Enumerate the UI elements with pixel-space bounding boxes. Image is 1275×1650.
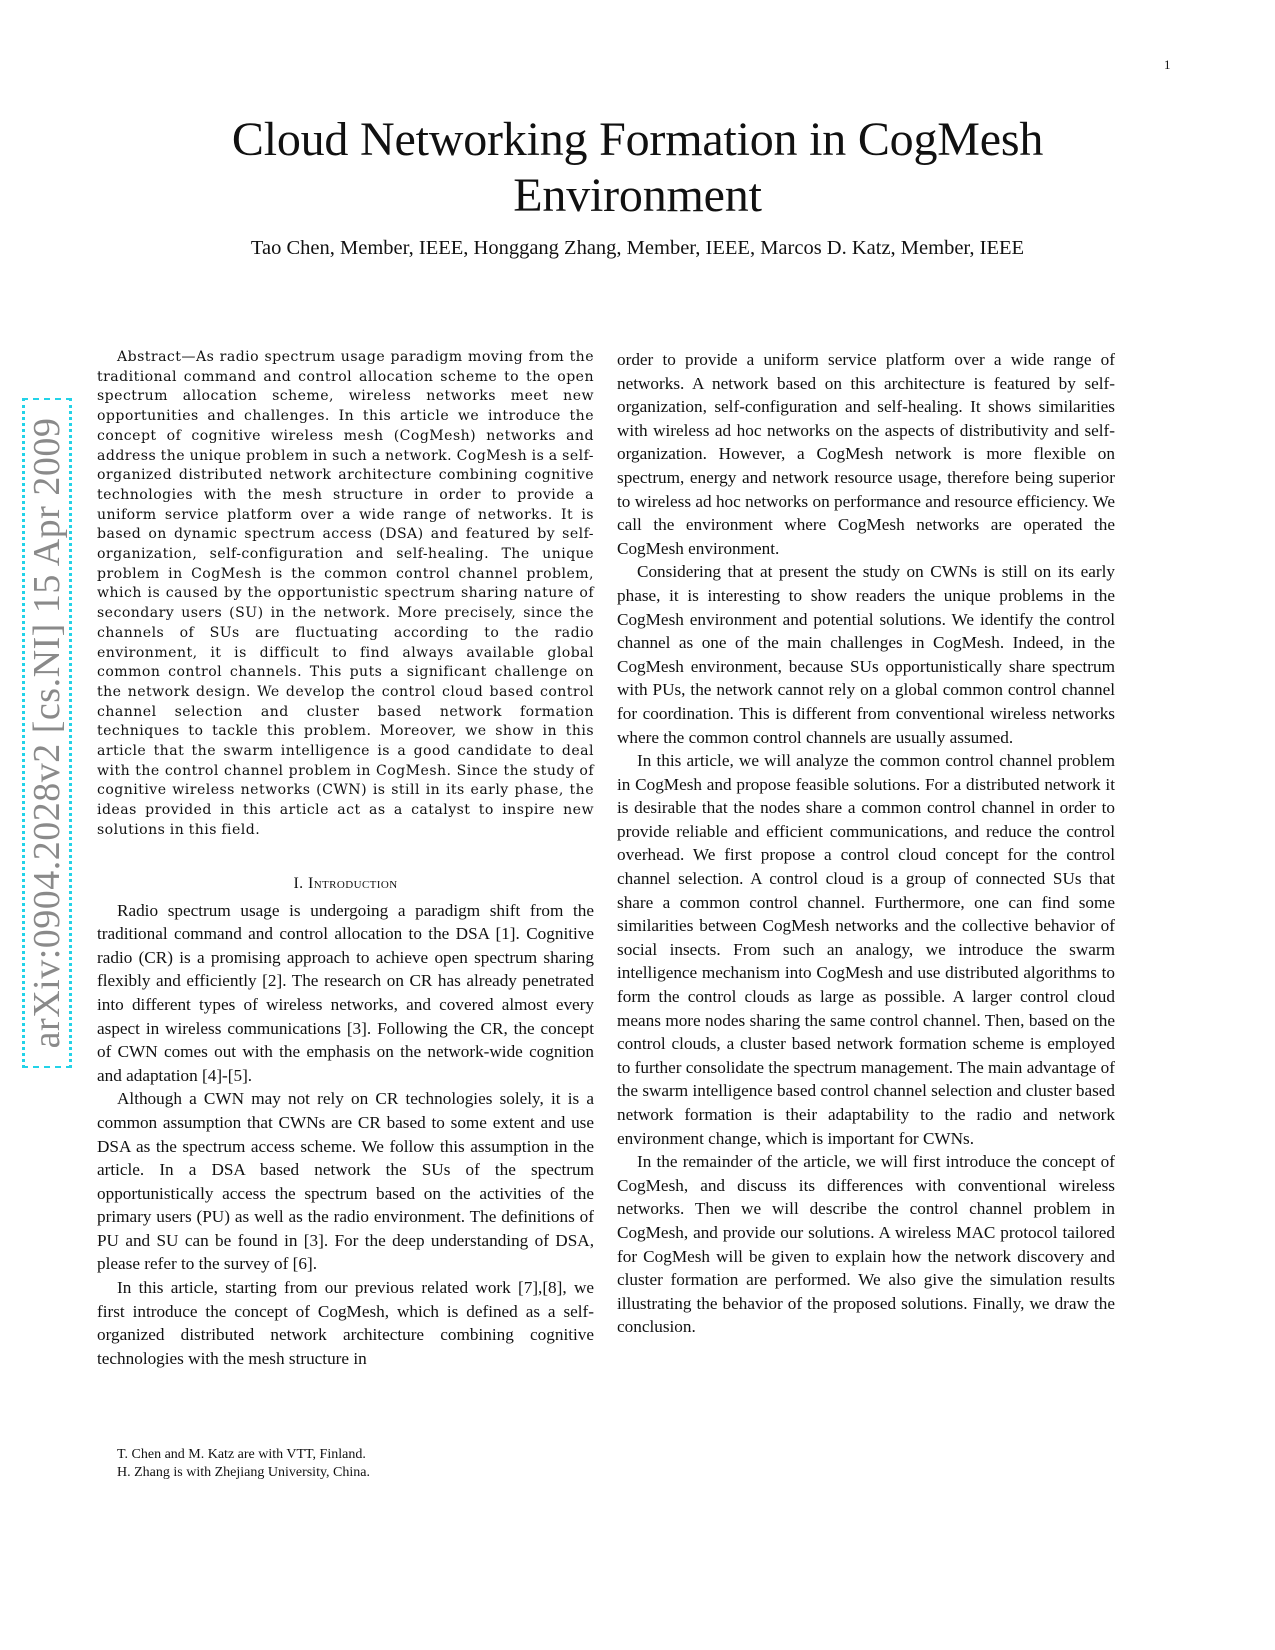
title-line-1: Cloud Networking Formation in CogMesh [231,113,1044,166]
paper-title [0,112,1275,224]
abstract-label: Abstract— [117,349,196,365]
footnotes [117,1446,370,1482]
footnote-affiliation-1: T. Chen and M. Katz are with VTT, Finland. [117,1447,366,1462]
paragraph: Radio spectrum usage is undergoing a paradigm shift from the traditional command and control allocation to the DSA [1]. Cognitive radio (CR) is a promising approach to achieve open spectrum sharing flexibly and efficiently [2]. The research on CR has already penetrated into different types of wireless networks, and covered almost every aspect in wireless communications [3]. Following the CR, the concept of CWN comes out with the emphasis on the network-wide cognition and adaptation [4]-[5]. [97,900,594,1085]
section-heading-introduction [97,875,594,893]
author-list: Tao Chen, Member, IEEE, Honggang Zhang, Member, IEEE, Marcos D. Katz, Member, IEEE [250,237,1025,259]
paragraph: In this article, we will analyze the common control channel problem in CogMesh and propose feasible solutions. For a distributed network it is desirable that the nodes share a common control channel in order to provide reliable and efficient communications, and reduce the control overhead. We first propose a control cloud concept for the control channel selection. A control cloud is a group of connected SUs that share a common control channel. Furthermore, one can find some similarities between CogMesh networks and the collective behavior of social insects. From such an analogy, we introduce the swarm intelligence mechanism into CogMesh and use distributed algorithms to form the control clouds as large as possible. A larger control cloud means more nodes sharing the same control channel. Then, based on the control clouds, a cluster based network formation scheme is employed to further consolidate the spectrum management. The main advantage of the swarm intelligence based control channel selection and cluster based network formation is their adaptability to the radio and network environment change, which is important for CWNs. [617,751,1115,1148]
page-number: 1 [1164,57,1171,72]
paragraph: In this article, starting from our previous related work [7],[8], we first introduce the concept of CogMesh, which is defined as a self-organized distributed network architecture combining cognitive technologies with the mesh structure in [97,1278,594,1368]
arxiv-stamp-link[interactable] [22,398,72,1068]
paragraph-continued: order to provide a uniform service platform over a wide range of networks. A network based on this architecture is featured by self-organization, self-configuration and self-healing. It shows similarities with wireless ad hoc networks on the aspects of distributivity and self-organization. However, a CogMesh network is more flexible on spectrum, energy and network resource usage, therefore being superior to wireless ad hoc networks on performance and resource efficiency. We call the environment where CogMesh networks are operated the CogMesh environment. [617,350,1115,558]
title-line-2: Environment [513,169,762,222]
section-number: I. [293,874,304,892]
arxiv-identifier: arXiv:0904.2028v2 [cs.NI] 15 Apr 2009 [26,417,68,1049]
abstract-text: As radio spectrum usage paradigm moving from the traditional command and control allocation scheme to the open spectrum allocation scheme, wireless networks meet new opportunities and challenges. In this article we introduce the concept of cognitive wireless mesh (CogMesh) networks and address the unique problem in such a network. CogMesh is a self-organized distributed network architecture combining cognitive technologies with the mesh structure in order to provide a uniform service platform over a wide range of networks. It is based on dynamic spectrum access (DSA) and featured by self-organization, self-configuration and self-healing. The unique problem in CogMesh is the common control channel problem, which is caused by the opportunistic spectrum sharing nature of secondary users (SU) in the network. More precisely, since the channels of SUs are fluctuating according to the radio environment, it is difficult to find always available global common control channels. This puts a significant challenge on the network design. We develop the control cloud based control channel selection and cluster based network formation techniques to tackle this problem. Moreover, we show in this article that the swarm intelligence is a good candidate to deal with the control channel problem in CogMesh. Since the study of cognitive wireless networks (CWN) is still in its early phase, the ideas provided in this article act as a catalyst to inspire new solutions in this field. [97,349,594,838]
right-column [617,348,1115,1339]
paragraph: Considering that at present the study on CWNs is still on its early phase, it is interesting to show readers the unique problems in the CogMesh environment and potential solutions. We identify the control channel as one of the main challenges in CogMesh. Indeed, in the CogMesh environment, because SUs opportunistically share spectrum with PUs, the network cannot rely on a global common control channel for coordination. This is different from conventional wireless networks where the common control channels are usually assumed. [617,562,1115,747]
abstract [97,348,594,841]
paragraph: Although a CWN may not rely on CR technologies solely, it is a common assumption that CWNs are CR based to some extent and use DSA as the spectrum access scheme. We follow this assumption in the article. In a DSA based network the SUs of the spectrum opportunistically access the spectrum based on the activities of the primary users (PU) as well as the radio environment. The definitions of PU and SU can be found in [3]. For the deep understanding of DSA, please refer to the survey of [6]. [97,1089,594,1274]
paragraph: In the remainder of the article, we will first introduce the concept of CogMesh, and discuss its differences with conventional wireless networks. Then we will describe the control channel problem in CogMesh, and provide our solutions. A wireless MAC protocol tailored for CogMesh will be given to explain how the network discovery and cluster formation are performed. We also give the simulation results illustrating the behavior of the proposed solutions. Finally, we draw the conclusion. [617,1152,1115,1337]
footnote-affiliation-2: H. Zhang is with Zhejiang University, China. [117,1465,370,1480]
left-column [97,348,594,1370]
section-title: Introduction [307,874,398,892]
